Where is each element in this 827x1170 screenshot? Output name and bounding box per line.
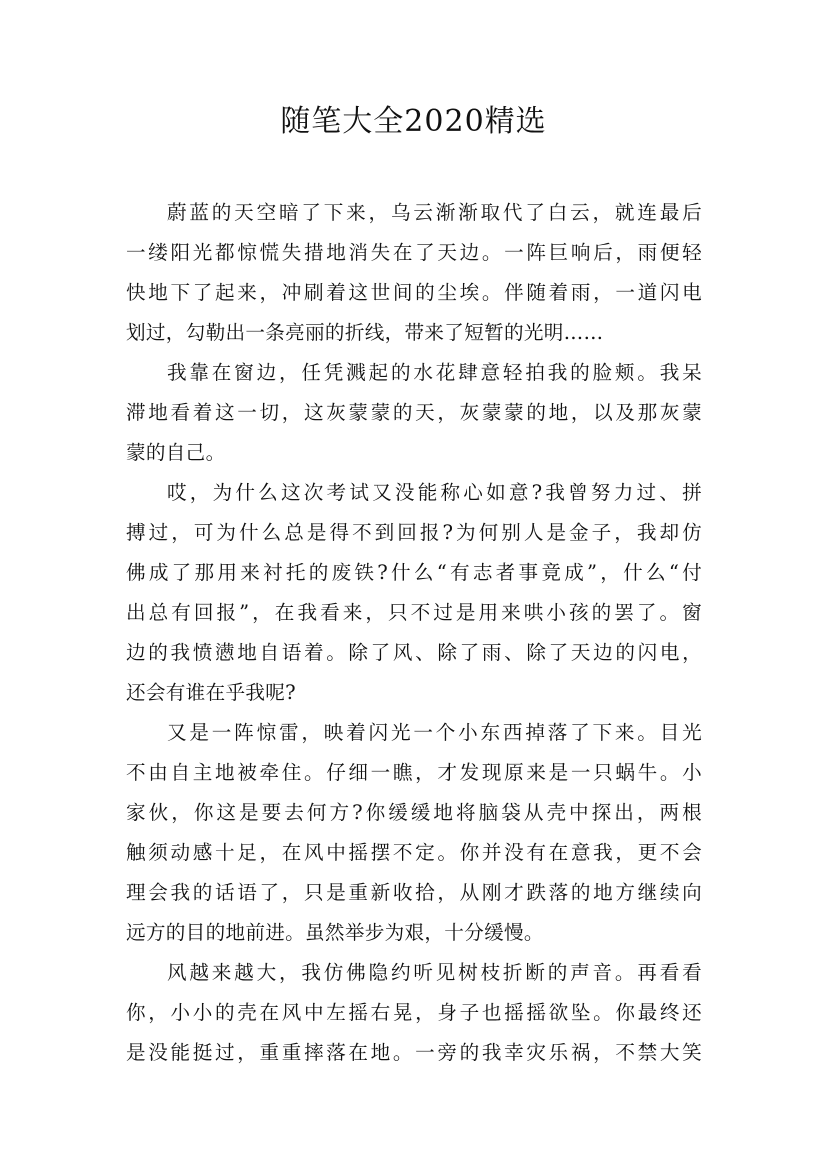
text-line: 还会有谁在乎我呢? [126, 681, 296, 704]
essay-body [126, 193, 702, 1073]
text-line: 你，小小的壳在风中左摇右晃，身子也摇摇欲坠。你最终还 [126, 1001, 702, 1024]
text-line: 家伙，你这是要去何方?你缓缓地将脑袋从壳中探出，两根 [126, 801, 702, 824]
text-line: 蔚蓝的天空暗了下来，乌云渐渐取代了白云，就连最后 [167, 201, 702, 224]
text-line: 触须动感十足，在风中摇摆不定。你并没有在意我，更不会 [126, 841, 702, 864]
text-line: 哎，为什么这次考试又没能称心如意?我曾努力过、拼 [167, 481, 702, 504]
text-line: 我靠在窗边，任凭溅起的水花肆意轻拍我的脸颊。我呆 [167, 361, 702, 384]
text-line: 不由自主地被牵住。仔细一瞧，才发现原来是一只蜗牛。小 [126, 761, 702, 784]
text-line: 是没能挺过，重重摔落在地。一旁的我幸灾乐祸，不禁大笑 [126, 1041, 702, 1064]
text-line: 出总有回报”，在我看来，只不过是用来哄小孩的罢了。窗 [126, 601, 702, 624]
text-line: 又是一阵惊雷，映着闪光一个小东西掉落了下来。目光 [167, 721, 702, 744]
text-line: 风越来越大，我仿佛隐约听见树枝折断的声音。再看看 [167, 961, 702, 984]
text-line: 边的我愤懑地自语着。除了风、除了雨、除了天边的闪电， [126, 641, 702, 664]
text-line: 一缕阳光都惊慌失措地消失在了天边。一阵巨响后，雨便轻 [126, 241, 702, 264]
text-line: 远方的目的地前进。虽然举步为艰，十分缓慢。 [126, 921, 544, 944]
text-line: 佛成了那用来衬托的废铁?什么“有志者事竟成”，什么“付 [126, 561, 702, 584]
page-title: 随笔大全2020精选 [280, 104, 547, 139]
text-line: 理会我的话语了，只是重新收拾，从刚才跌落的地方继续向 [126, 881, 702, 904]
text-line: 搏过，可为什么总是得不到回报?为何别人是金子，我却仿 [126, 521, 702, 544]
text-line: 划过，勾勒出一条亮丽的折线，带来了短暂的光明…… [126, 321, 604, 344]
text-line: 快地下了起来，冲刷着这世间的尘埃。伴随着雨，一道闪电 [126, 281, 702, 304]
text-line: 滞地看着这一切，这灰蒙蒙的天，灰蒙蒙的地，以及那灰蒙 [126, 401, 702, 424]
text-line: 蒙的自己。 [126, 441, 226, 464]
